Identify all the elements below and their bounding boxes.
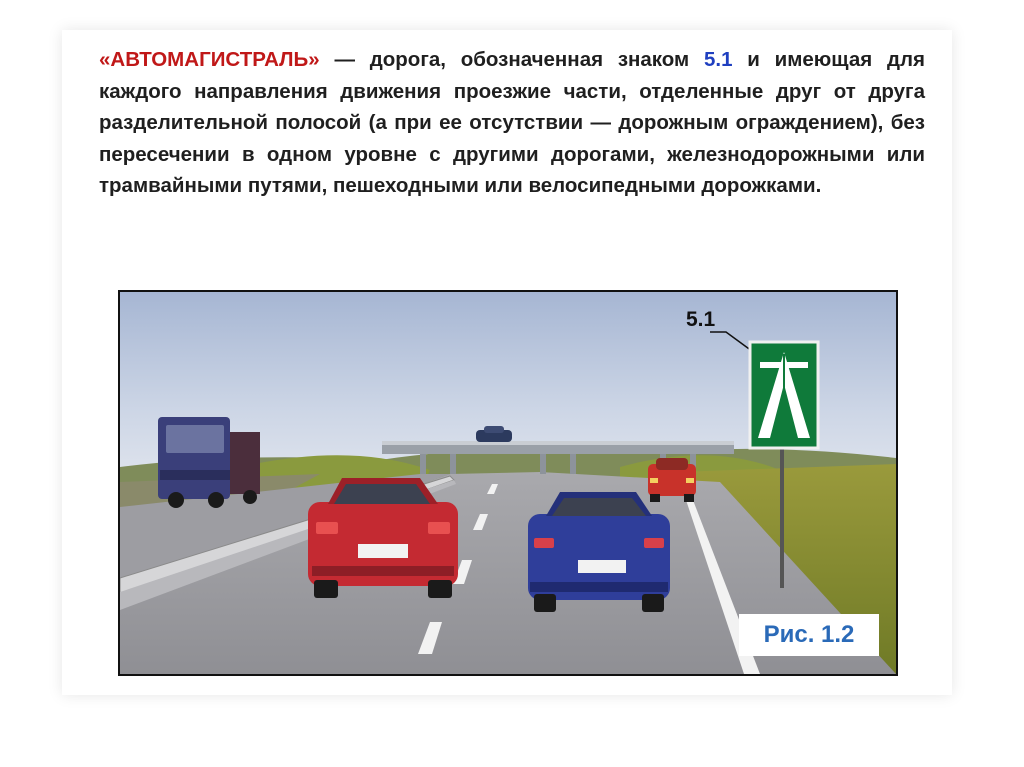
sign-reference: 5.1	[703, 48, 733, 71]
highway-illustration	[118, 290, 898, 676]
definition-text-end: и имеющая для каждого направления движения проезжие части, отделенные друг от друга разделительной полосой (а при ее отсутствии — дорожным ограждением), без пересечении в одном уровне с другими дорогами, железнодорожными или трамвайными путями, пешеходными или велосипедными дорожками.	[99, 48, 925, 197]
distant-red-car	[648, 458, 696, 502]
term-highway: «АВТОМАГИСТРАЛЬ»	[99, 48, 320, 71]
sign-number-label: 5.1	[686, 308, 716, 331]
definition-paragraph	[99, 44, 925, 202]
definition-text-start: — дорога, обозначенная знаком	[319, 48, 704, 71]
figure-caption: Рис. 1.2	[739, 614, 879, 656]
